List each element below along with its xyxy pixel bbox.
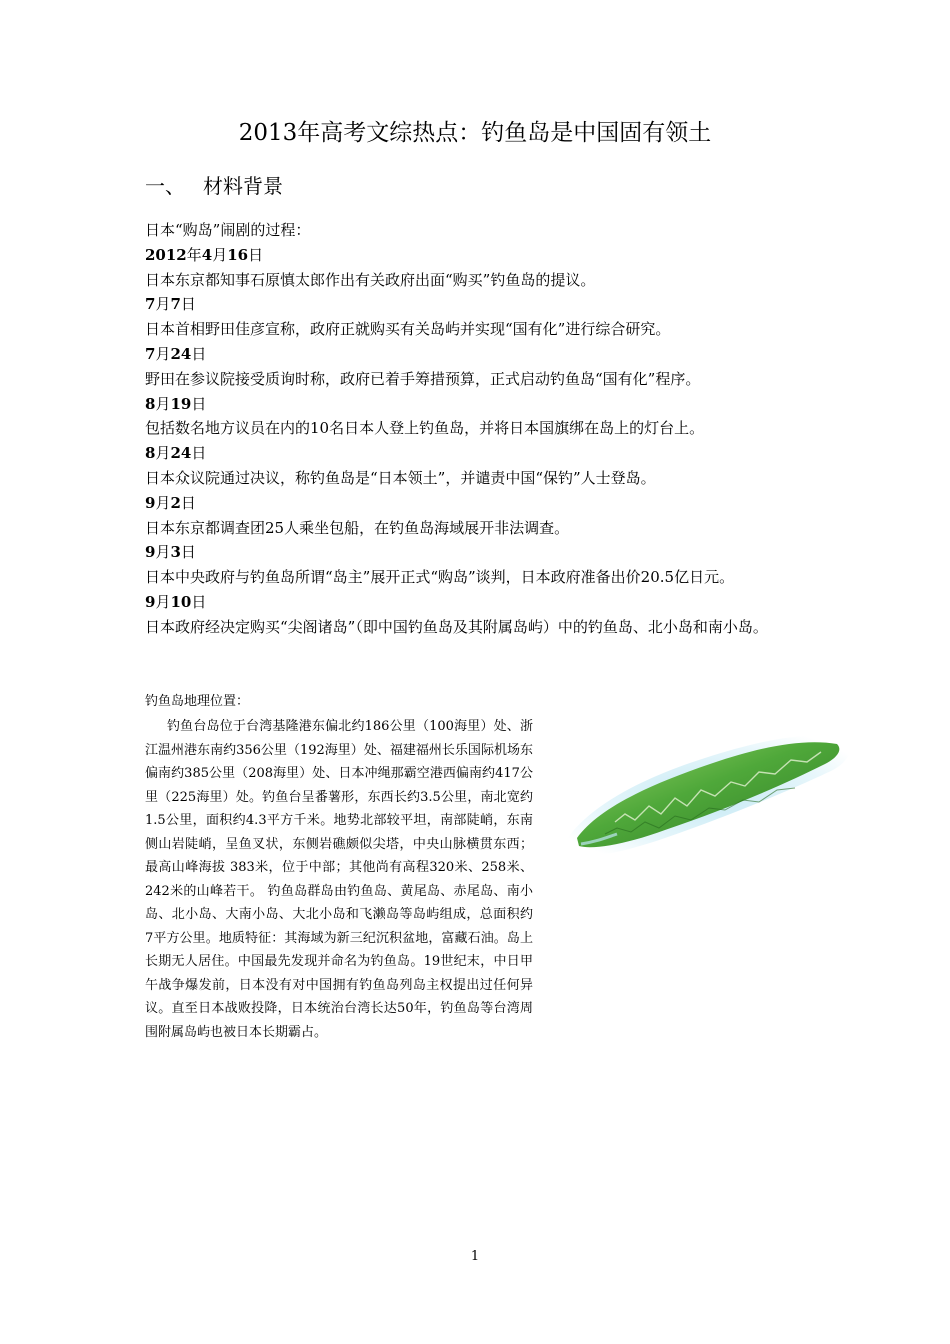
timeline-intro: 日本“购岛”闹剧的过程： [145, 221, 311, 239]
timeline-date-part: 月 [155, 344, 171, 363]
timeline-date [145, 540, 825, 565]
timeline-date-part: 月 [212, 245, 228, 264]
timeline-date-part: 日 [191, 592, 207, 611]
timeline-date-part: 7 [170, 295, 181, 314]
diaoyu-island-image [545, 710, 865, 880]
timeline-date-part: 日 [180, 493, 196, 512]
timeline-date-part: 月 [155, 543, 171, 562]
timeline-items [145, 243, 825, 640]
timeline-date-part: 2012 [145, 245, 187, 264]
timeline-date-part: 月 [155, 493, 171, 512]
timeline-date-part: 9 [145, 493, 156, 512]
geo-location-label: 钓鱼岛地理位置： [145, 694, 250, 709]
purchase-timeline [145, 218, 825, 640]
timeline-date-part: 9 [145, 592, 156, 611]
timeline-date-part: 2 [170, 493, 181, 512]
timeline-date [145, 392, 825, 417]
timeline-date-part: 24 [170, 444, 192, 463]
timeline-date [145, 590, 825, 615]
timeline-date-part: 4 [201, 245, 213, 264]
timeline-date [145, 243, 825, 268]
timeline-date-part: 月 [155, 444, 171, 463]
timeline-date-part: 7 [145, 295, 156, 314]
section-heading-text: 材料背景 [203, 174, 283, 198]
timeline-event-text: 包括数名地方议员在内的10名日本人登上钓鱼岛，并将日本国旗绑在岛上的灯台上。 [145, 419, 705, 438]
island-illustration [545, 710, 865, 880]
timeline-event-text: 日本东京都调查团25人乘坐包船，在钓鱼岛海域展开非法调查。 [145, 518, 570, 537]
timeline-date-part: 月 [155, 394, 171, 413]
timeline-date-part: 日 [180, 295, 196, 314]
geo-location-body: 钓鱼台岛位于台湾基隆港东偏北约186公里（100海里）处、浙江温州港东南约356公里（192海里）处、福建福州长乐国际机场东偏南约385公里（208海里）处、日本冲绳那霸空港西偏南约417公里（225海里）处。钓鱼台呈番薯形，东西长约3.5公里，南北宽约1.5公里，面积约4.3平方千米。地势北部较平坦，南部陡峭，东南侧山岩陡峭，呈鱼叉状，东侧岩礁颇似尖塔，中央山脉横贯东西；最高山峰海拔 383米，位于中部；其他尚有高程320米、258米、242米的山峰若干。 钓鱼岛群岛由钓鱼岛、黄尾岛、赤尾岛、南小岛、北小岛、大南小岛、大北小岛和飞濑岛等岛屿组成，总面积约 7平方公里。地质特征：其海域为新三纪沉积盆地，富藏石油。岛上长期无人居住。中国最先发现并命名为钓鱼岛。19世纪末，中日甲午战争爆发前，日本没有对中国拥有钓鱼岛列岛主权提出过任何异议。直至日本战败投降，日本统治台湾长达50年，钓鱼岛等台湾周围附属岛屿也被日本长期霸占。 [145, 719, 533, 1040]
timeline-date [145, 292, 825, 317]
timeline-event-text: 日本首相野田佳彦宣称，政府正就购买有关岛屿并实现“国有化”进行综合研究。 [145, 320, 671, 339]
timeline-event-text: 野田在参议院接受质询时称，政府已着手筹措预算，正式启动钓鱼岛“国有化”程序。 [145, 369, 701, 388]
section-heading [145, 171, 283, 201]
timeline-date-part: 年 [186, 245, 202, 264]
timeline-date-part: 16 [227, 245, 249, 264]
timeline-date-part: 9 [145, 543, 156, 562]
timeline-date-part: 3 [170, 543, 181, 562]
timeline-date [145, 342, 825, 367]
timeline-date-part: 8 [145, 394, 156, 413]
timeline-date-part: 7 [145, 344, 156, 363]
timeline-date-part: 日 [191, 444, 207, 463]
page-number: 1 [470, 1249, 480, 1264]
timeline-event-text: 日本东京都知事石原慎太郎作出有关政府出面“购买”钓鱼岛的提议。 [145, 270, 596, 289]
timeline-date-part: 月 [155, 592, 171, 611]
timeline-event-text: 日本中央政府与钓鱼岛所谓“岛主”展开正式“购岛”谈判，日本政府准备出价20.5亿日元。 [145, 568, 735, 587]
timeline-date-part: 10 [170, 592, 192, 611]
timeline-date-part: 日 [180, 543, 196, 562]
timeline-date [145, 491, 825, 516]
timeline-date-part: 月 [155, 295, 171, 314]
section-number: 一、 [145, 174, 185, 198]
timeline-date-part: 19 [170, 394, 192, 413]
document-title: 2013年高考文综热点：钓鱼岛是中国固有领土 [238, 120, 712, 146]
timeline-date-part: 24 [170, 344, 192, 363]
timeline-event-text: 日本政府经决定购买“尖阁诸岛”（即中国钓鱼岛及其附属岛屿）中的钓鱼岛、北小岛和南小岛。 [145, 617, 768, 636]
timeline-date-part: 日 [248, 245, 264, 264]
timeline-date-part: 日 [191, 394, 207, 413]
timeline-date-part: 日 [191, 344, 207, 363]
timeline-event-text: 日本众议院通过决议，称钓鱼岛是“日本领土”，并谴责中国“保钓”人士登岛。 [145, 468, 656, 487]
timeline-date-part: 8 [145, 444, 156, 463]
timeline-date [145, 441, 825, 466]
